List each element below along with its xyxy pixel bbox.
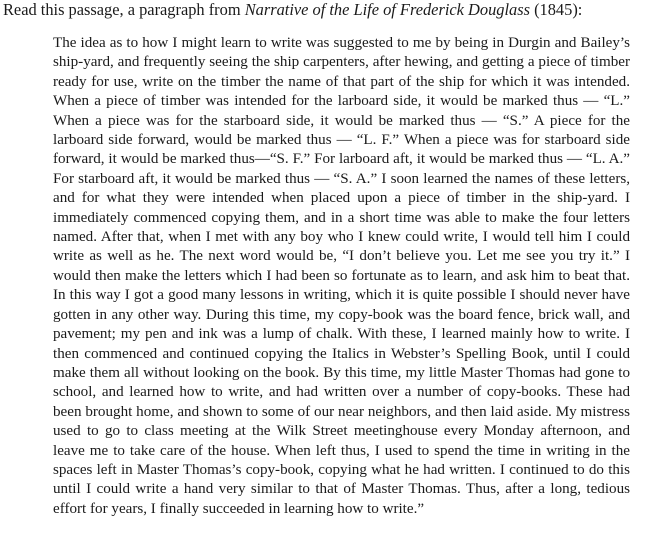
intro-prefix: Read this passage, a paragraph from: [3, 0, 245, 19]
quoted-passage: The idea as to how I might learn to write was suggested to me by being in Durgin and Bailey’s ship-yard, and frequently seeing the ship carpenters, after hewing, and getting a piece of timber ready for use, write on the timber the name of that part of the ship for which it was intended. When a piece of timber was intended for the larboard side, it would be marked thus — “L.” When a piece was for the starboard side, it would be marked thus — “S.” A piece for the larboard side forward, would be marked thus — “L. F.” When a piece was for starboard side forward, it would be marked thus—“S. F.” For larboard aft, it would be marked thus — “L. A.” For starboard aft, it would be marked thus — “S. A.” I soon learned the names of these letters, and for what they were intended when placed upon a piece of timber in the ship-yard. I immediately commenced copying them, and in a short time was able to make the four letters named. After that, when I met with any boy who I knew could write, I would tell him I could write as well as he. The next word would be, “I don’t believe you. Let me see you try it.” I would then make the letters which I had been so fortunate as to learn, and ask him to beat that. In this way I got a good many lessons in writing, which it is quite possible I should never have gotten in any other way. During this time, my copy-book was the board fence, brick wall, and pavement; my pen and ink was a lump of chalk. With these, I learned mainly how to write. I then commenced and continued copying the Italics in Webster’s Spelling Book, until I could make them all without looking on the book. By this time, my little Master Thomas had gone to school, and learned how to write, and had written over a number of copy-books. These had been brought home, and shown to some of our near neighbors, and then laid aside. My mistress used to go to class meeting at the Wilk Street meetinghouse every Monday afternoon, and leave me to take care of the house. When left thus, I used to spend the time in writing in the spaces left in Master Thomas’s copy-book, copying what he had written. I continued to do this until I could write a hand very similar to that of Master Thomas. Thus, after a long, tedious effort for years, I finally succeeded in learning how to write.”: [53, 35, 630, 517]
book-title: Narrative of the Life of Frederick Douglass: [244, 0, 530, 19]
intro-suffix: (1845):: [529, 0, 583, 19]
intro-line: [3, 0, 653, 20]
